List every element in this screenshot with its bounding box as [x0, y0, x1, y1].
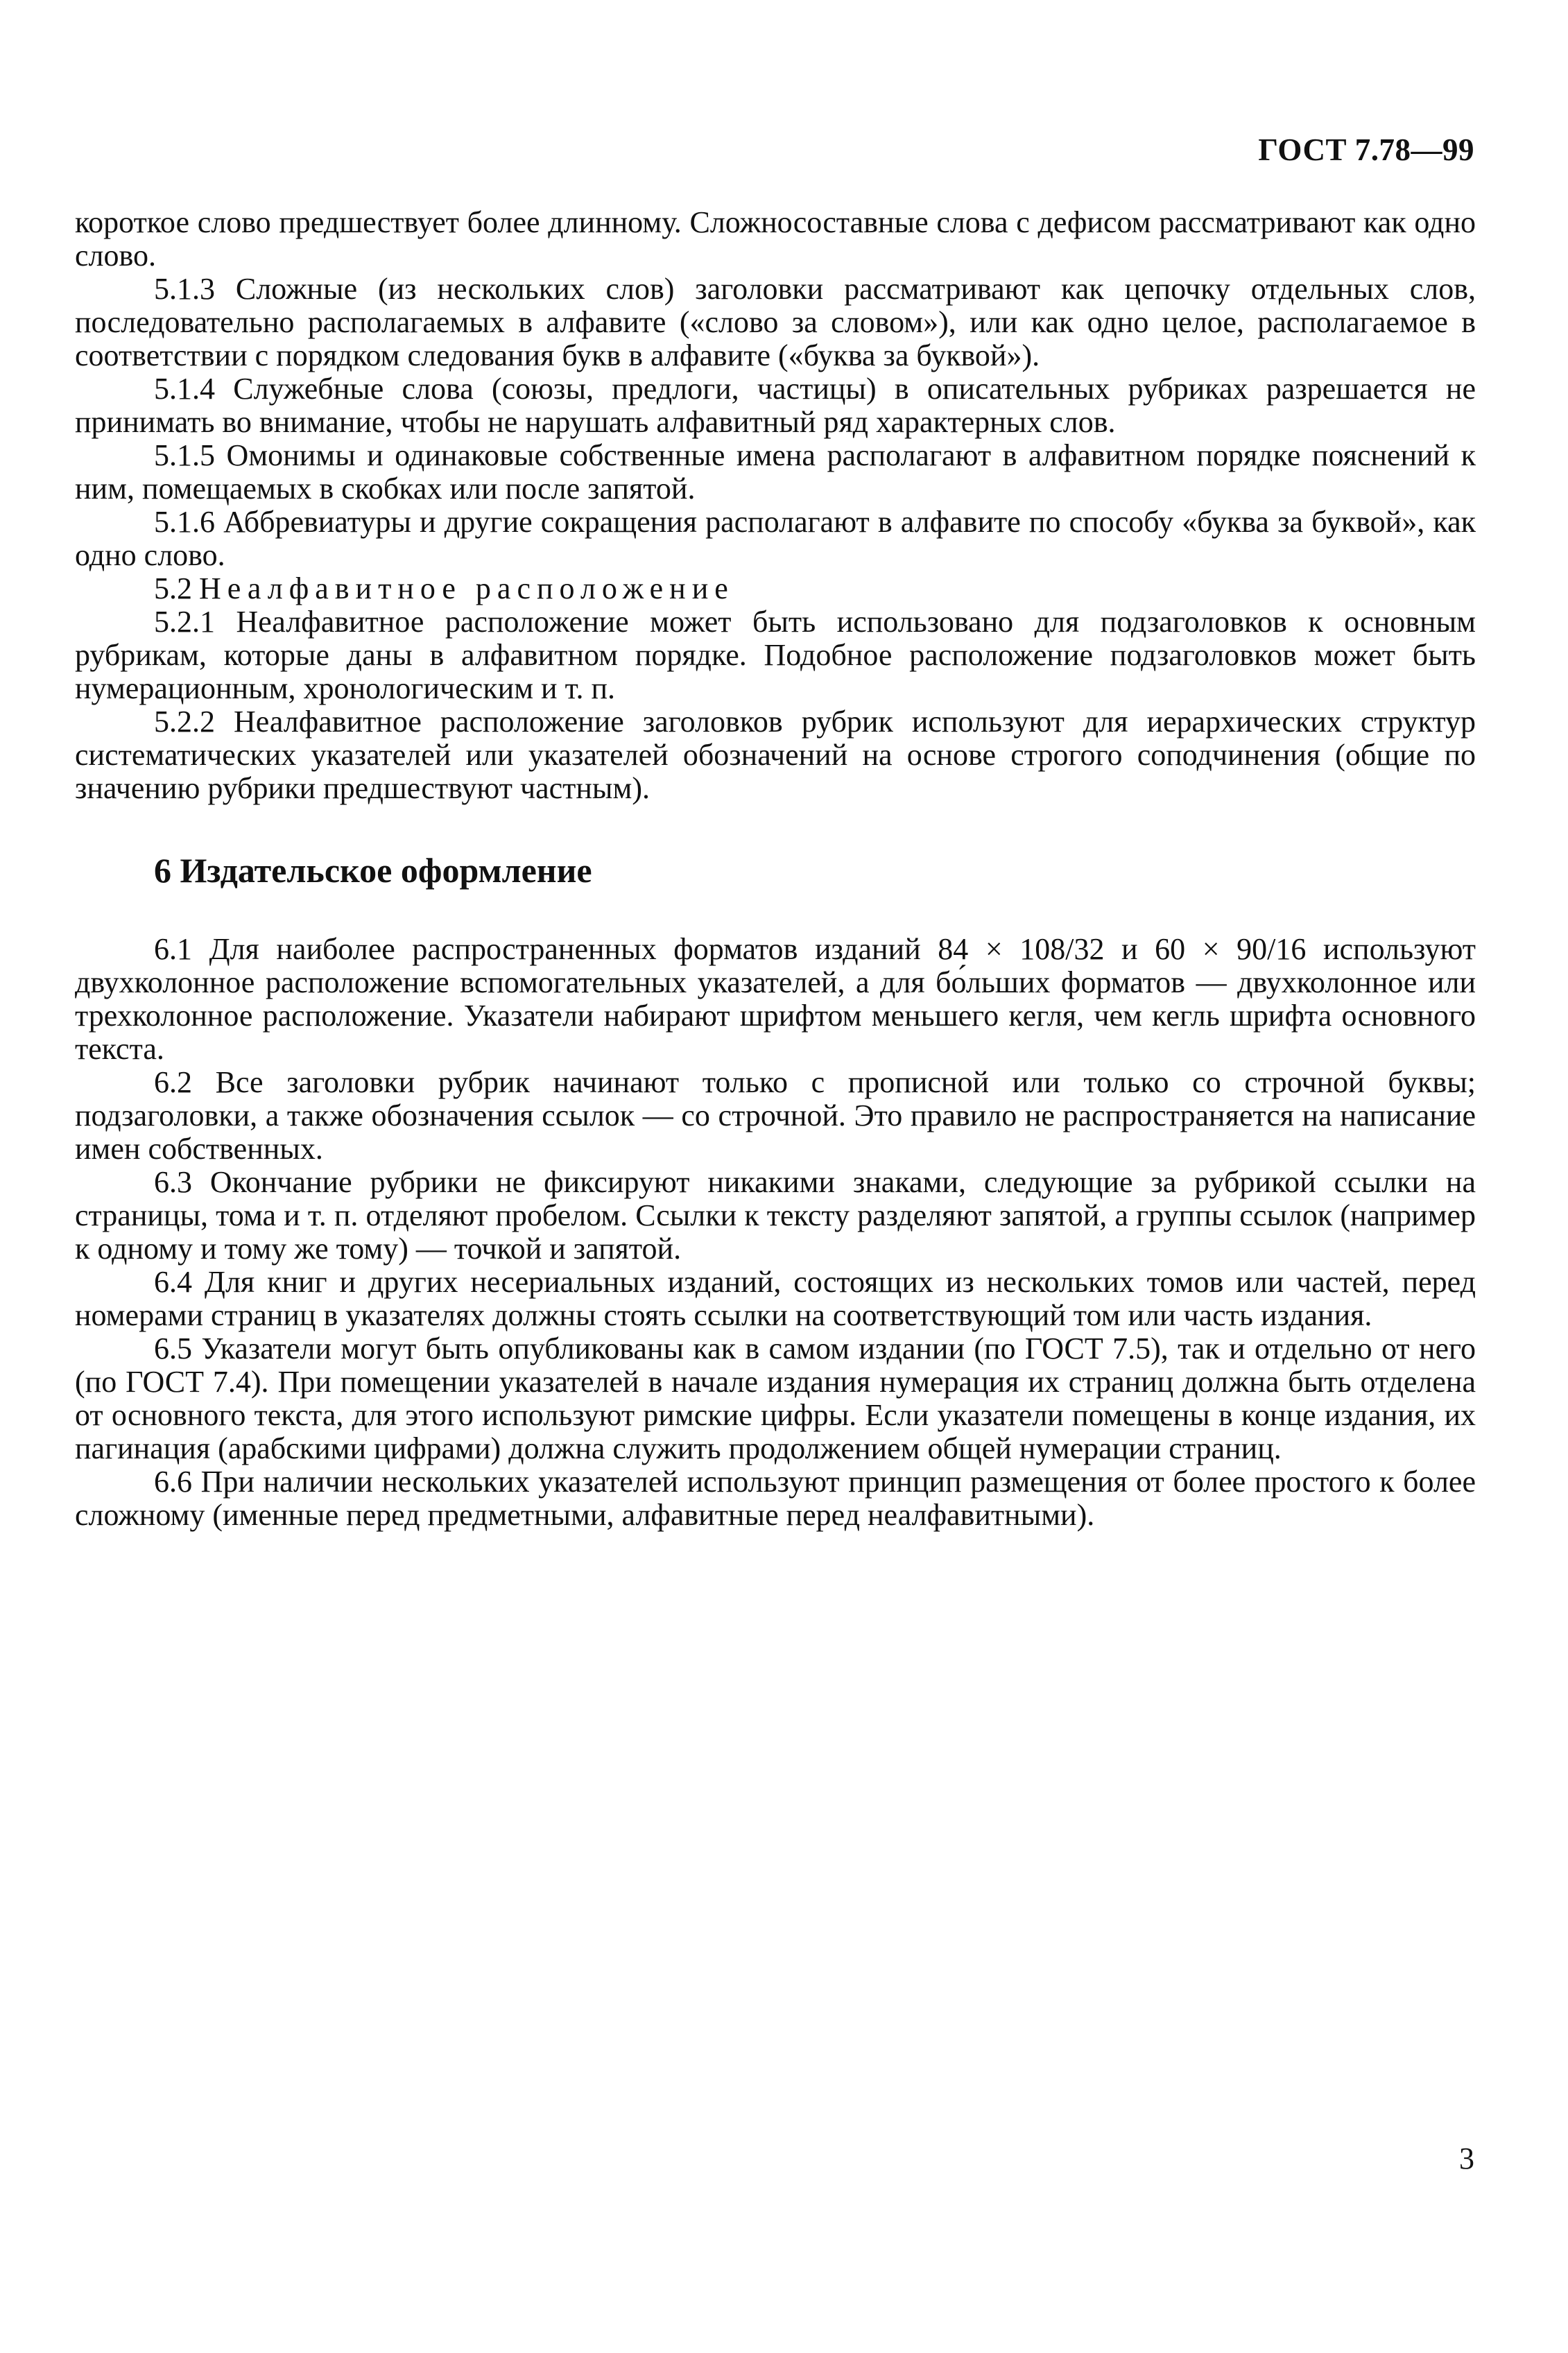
paragraph-6-6: 6.6 При наличии нескольких указателей используют принцип размещения от более простого к более сложному (именные перед предметными, алфавитные перед неалфавитными).: [75, 1465, 1476, 1532]
document-body: [75, 206, 1476, 1532]
paragraph-6-1: 6.1 Для наиболее распространенных форматов изданий 84 × 108/32 и 60 × 90/16 используют двухколонное расположение вспомогательных указателей, а для бо́льших форматов — двухколонное или трехколонное расположение. Указатели набирают шрифтом меньшего кегля, чем кегль шрифта основного текста.: [75, 932, 1476, 1066]
paragraph-6-2: 6.2 Все заголовки рубрик начинают только с прописной или только со строчной буквы; подзаголовки, а также обозначения ссылок — со строчной. Это правило не распространяется на написание имен собственных.: [75, 1065, 1476, 1166]
paragraph-6-5: 6.5 Указатели могут быть опубликованы как в самом издании (по ГОСТ 7.5), так и отдельно от него (по ГОСТ 7.4). При помещении указателей в начале издания нумерация их страниц должна быть отделена от основного текста, для этого используют римские цифры. Если указатели помещены в конце издания, их пагинация (арабскими цифрами) должна служить продолжением общей нумерации страниц.: [75, 1331, 1476, 1465]
paragraph-6-4: 6.4 Для книг и других несериальных изданий, состоящих из нескольких томов или частей, перед номерами страниц в указателях должны стоять ссылки на соответствующий том или часть издания.: [75, 1265, 1476, 1332]
paragraph-continuation: короткое слово предшествует более длинному. Сложносоставные слова с дефисом рассматривают как одно слово.: [75, 205, 1476, 273]
subheading-5-2-title: Неалфавитное расположение: [199, 571, 734, 605]
paragraph-5-2-2: 5.2.2 Неалфавитное расположение заголовков рубрик используют для иерархических структур систематических указателей или указателей обозначений на основе строгого соподчинения (общие по значению рубрики предшествуют частным).: [75, 705, 1476, 805]
page-number: 3: [1459, 2141, 1474, 2175]
paragraph-5-1-3: 5.1.3 Сложные (из нескольких слов) заголовки рассматривают как цепочку отдельных слов, последовательно располагаемых в алфавите («слово за словом»), или как одно целое, располагаемое в соответствии с порядком следования букв в алфавите («буква за буквой»).: [75, 272, 1476, 372]
paragraph-6-3: 6.3 Окончание рубрики не фиксируют никакими знаками, следующие за рубрикой ссылки на страницы, тома и т. п. отделяют пробелом. Ссылки к тексту разделяют запятой, а группы ссылок (например к одному и тому же тому) — точкой и запятой.: [75, 1165, 1476, 1266]
paragraph-5-1-6: 5.1.6 Аббревиатуры и другие сокращения располагают в алфавите по способу «буква за буквой», как одно слово.: [75, 505, 1476, 572]
paragraph-5-2-1: 5.2.1 Неалфавитное расположение может быть использовано для подзаголовков к основным рубрикам, которые даны в алфавитном порядке. Подобное расположение подзаголовков может быть нумерационным, хронологическим и т. п.: [75, 605, 1476, 705]
subheading-5-2-number: 5.2: [154, 571, 192, 605]
document-code-header: ГОСТ 7.78—99: [1258, 132, 1474, 167]
section-6-title: 6 Издательское оформление: [154, 851, 592, 890]
paragraph-5-1-5: 5.1.5 Омонимы и одинаковые собственные имена располагают в алфавитном порядке пояснений к ним, помещаемых в скобках или после запятой.: [75, 438, 1476, 506]
subheading-5-2: [75, 572, 1476, 605]
paragraph-5-1-4: 5.1.4 Служебные слова (союзы, предлоги, частицы) в описательных рубриках разрешается не принимать во внимание, чтобы не нарушать алфавитный ряд характерных слов.: [75, 372, 1476, 439]
